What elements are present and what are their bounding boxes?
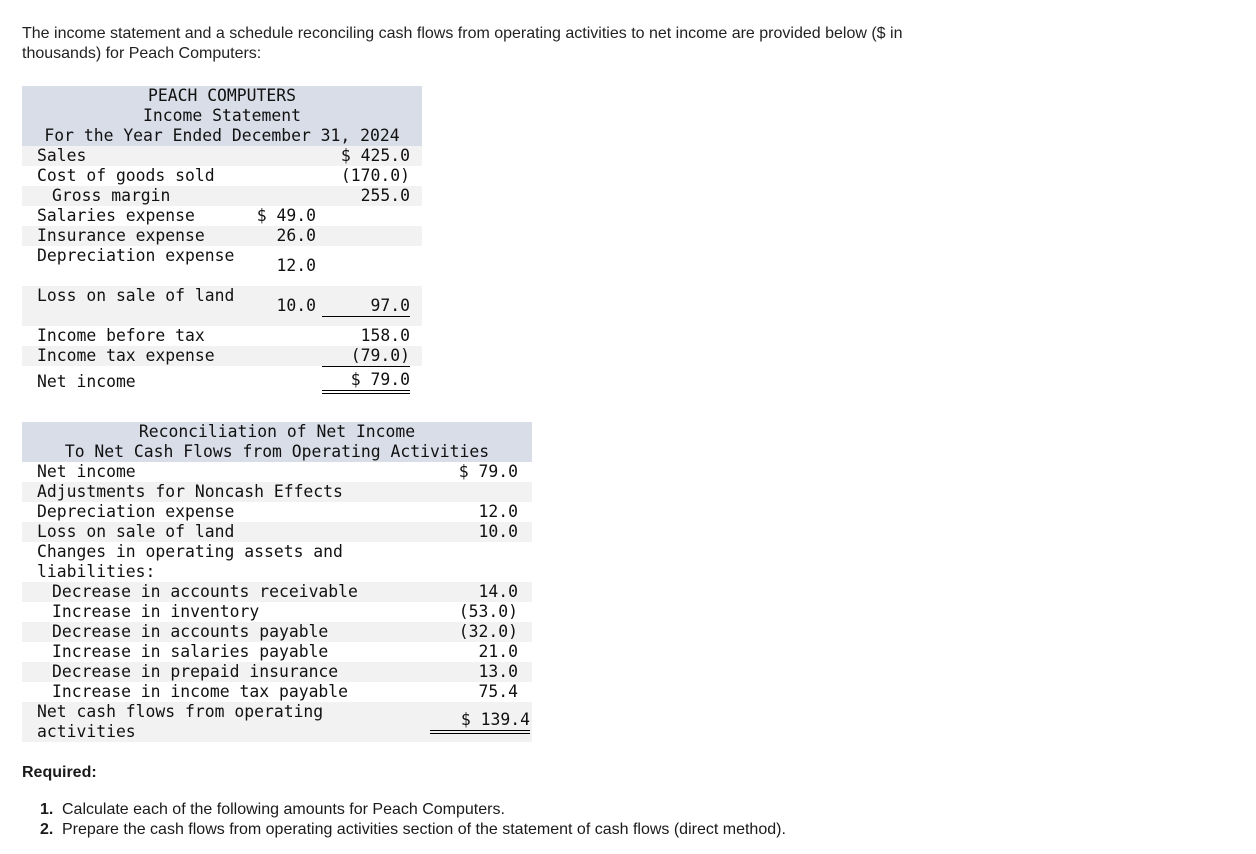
intro-text: The income statement and a schedule reconciling cash flows from operating activities to net income are provided below ($ in thousands) for Peach Computers:	[22, 25, 903, 62]
row-label: Cost of goods sold	[37, 166, 215, 185]
row-amount: 12.0	[478, 502, 518, 521]
row-amount: 158.0	[360, 326, 410, 345]
statement-period: For the Year Ended December 31, 2024	[44, 126, 400, 145]
item-number: 2.	[40, 821, 54, 838]
row-label: Depreciation expense	[37, 246, 235, 265]
row-label: Sales	[37, 146, 87, 165]
item-text: Calculate each of the following amounts for Peach Computers.	[62, 801, 505, 818]
item-number: 1.	[40, 801, 54, 818]
recon-row-depreciation	[22, 502, 532, 522]
income-row-tax-expense	[22, 346, 422, 366]
row-amount: 14.0	[478, 582, 518, 601]
recon-row-accounts-receivable	[22, 582, 532, 602]
row-label: Net income	[37, 462, 136, 481]
recon-row-inventory	[22, 602, 532, 622]
recon-row-adjustments	[22, 482, 532, 502]
row-amount: $ 79.0	[322, 370, 410, 394]
recon-row-loss-land	[22, 522, 532, 542]
recon-row-net-income	[22, 462, 532, 482]
item-text: Prepare the cash flows from operating activities section of the statement of cash flows (direct method).	[62, 821, 786, 838]
row-amount: 10.0	[276, 296, 316, 315]
income-row-net-income	[22, 366, 422, 396]
recon-row-prepaid-insurance	[22, 662, 532, 682]
recon-row-changes	[22, 542, 532, 582]
row-amount: (32.0)	[458, 622, 518, 641]
row-label: Decrease in accounts receivable	[52, 582, 358, 601]
row-label: Gross margin	[52, 186, 171, 205]
row-label: Depreciation expense	[37, 502, 235, 521]
required-list	[40, 800, 786, 840]
row-label: Net income	[37, 372, 136, 391]
row-amount: $ 139.4	[430, 710, 530, 734]
row-amount: 12.0	[276, 256, 316, 275]
income-statement-header	[22, 86, 422, 146]
reconciliation-title: Reconciliation of Net Income	[138, 422, 416, 441]
required-item-1	[40, 800, 786, 820]
row-label: Decrease in prepaid insurance	[52, 662, 339, 681]
statement-title: Income Statement	[143, 106, 301, 125]
income-row-gross-margin	[22, 186, 422, 206]
row-label: Decrease in accounts payable	[52, 622, 329, 641]
reconciliation-subtitle: To Net Cash Flows from Operating Activities	[64, 442, 490, 461]
income-row-income-before-tax	[22, 326, 422, 346]
row-amount: 255.0	[360, 186, 410, 205]
reconciliation-table	[22, 422, 532, 742]
row-amount: 75.4	[432, 682, 518, 703]
recon-row-accounts-payable	[22, 622, 532, 642]
row-label: Insurance expense	[37, 226, 205, 245]
row-label: Changes in operating assets and liabilities:	[37, 542, 343, 581]
income-row-loss-land	[22, 286, 422, 326]
recon-row-net-cash-flows	[22, 702, 532, 742]
row-label: Increase in inventory	[52, 602, 260, 621]
row-label: Increase in income tax payable	[52, 682, 349, 701]
income-row-insurance	[22, 226, 422, 246]
row-label: Loss on sale of land	[37, 286, 235, 305]
row-label: Loss on sale of land	[37, 522, 235, 541]
row-amount: $ 79.0	[458, 462, 518, 481]
row-total: 97.0	[322, 296, 410, 317]
row-amount: (170.0)	[322, 166, 410, 187]
row-amount: 10.0	[478, 522, 518, 541]
row-label: Adjustments for Noncash Effects	[37, 482, 343, 501]
row-amount: 13.0	[478, 662, 518, 681]
row-amount: (79.0)	[322, 346, 410, 367]
recon-row-salaries-payable	[22, 642, 532, 662]
reconciliation-header	[22, 422, 532, 462]
income-statement-table	[22, 86, 422, 396]
row-label: Income tax expense	[37, 346, 215, 365]
required-item-2	[40, 820, 786, 840]
row-amount: (53.0)	[458, 602, 518, 621]
row-amount: 21.0	[478, 642, 518, 661]
required-heading: Required:	[22, 764, 97, 781]
income-row-cogs	[22, 166, 422, 186]
row-amount: 26.0	[276, 226, 316, 245]
income-row-sales	[22, 146, 422, 166]
row-label: Income before tax	[37, 326, 205, 345]
income-row-salaries	[22, 206, 422, 226]
company-name: PEACH COMPUTERS	[147, 86, 297, 105]
row-label: Increase in salaries payable	[52, 642, 329, 661]
income-row-depreciation	[22, 246, 422, 286]
recon-row-income-tax-payable	[22, 682, 532, 702]
row-label: Net cash flows from operating activities	[37, 702, 324, 741]
row-amount: $ 49.0	[256, 206, 316, 225]
row-amount: $ 425.0	[340, 146, 410, 165]
row-label: Salaries expense	[37, 206, 195, 225]
